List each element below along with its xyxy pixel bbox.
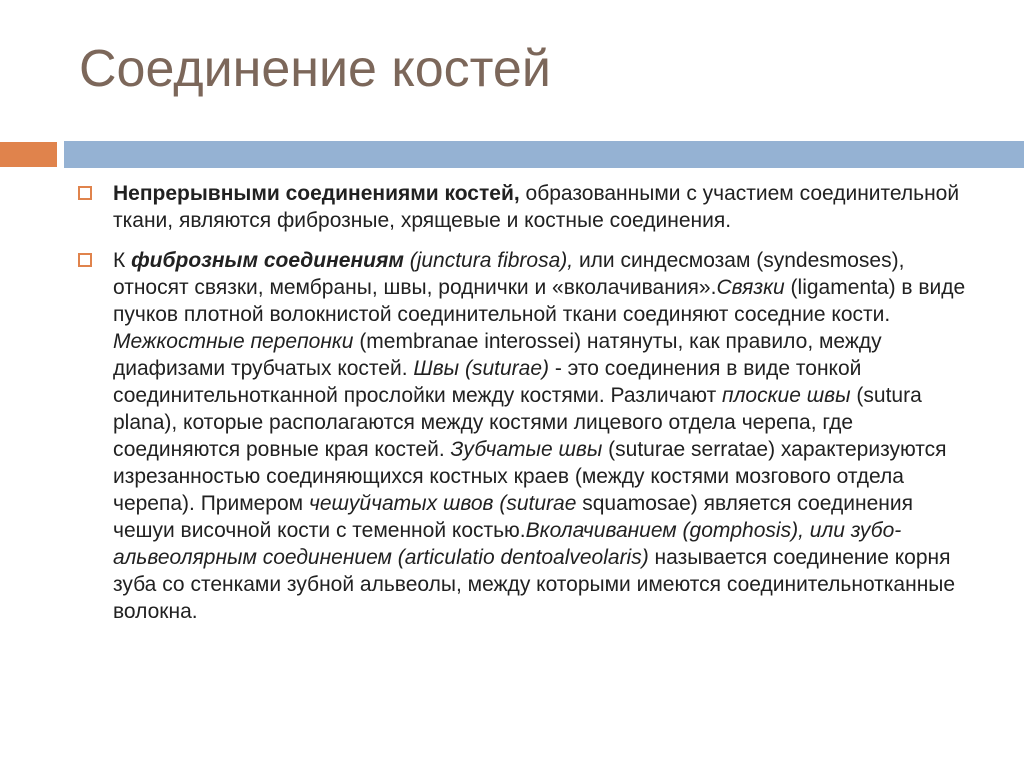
bullet-item	[78, 180, 978, 234]
text-segment: К	[113, 249, 132, 272]
text-segment: образованными с участием соединительной ткани, являются фиброзные, хрящевые и костные соединения.	[113, 182, 960, 232]
text-segment: Зубчатые швы	[450, 438, 603, 461]
text-segment: чешуйчатых швов (suturae	[308, 492, 577, 515]
text-segment: Непрерывными соединениями костей,	[113, 182, 520, 205]
text-segment: (membranae interossei) натянуты, как правило, между диафизами трубчатых костей.	[113, 330, 882, 380]
orange-accent-bar	[0, 142, 57, 167]
text-segment: Вколачиванием (gomphosis), или зубо-альвеолярным соединением (articulatio dentoalveolaris)	[113, 519, 902, 569]
text-segment: Связки	[716, 276, 785, 299]
blue-accent-bar	[64, 141, 1024, 168]
slide-title: Соединение костей	[79, 40, 551, 98]
text-segment: Швы (suturae)	[413, 357, 549, 380]
hollow-square-bullet-icon	[78, 253, 92, 267]
text-segment: squamosae) является соединения чешуи височной кости с теменной костью.	[113, 492, 913, 542]
bullet-text	[113, 180, 971, 234]
hollow-square-bullet-icon	[78, 186, 92, 200]
bullet-list	[78, 180, 978, 638]
bullet-item	[78, 247, 978, 625]
bullet-text	[113, 247, 971, 625]
text-segment: (suturae serratae) характеризуются изрезанностью соединяющихся костных краев (между костями мозгового отдела черепа). Примером	[113, 438, 947, 515]
text-segment: (junctura fibrosa),	[403, 249, 574, 272]
text-segment: (sutura plana), которые располагаются между костями лицевого отдела черепа, где соединяются ровные края костей.	[113, 384, 922, 461]
text-segment: - это соединения в виде тонкой соединительнотканной прослойки между костями. Различают	[113, 357, 862, 407]
text-segment: называется соединение корня зуба со стенками зубной альвеолы, между которыми имеются соединительнотканные волокна.	[113, 546, 956, 623]
text-segment: Межкостные перепонки	[113, 330, 354, 353]
text-segment: или синдесмозам (syndesmoses), относят связки, мембраны, швы, роднички и «вколачивания».	[113, 249, 905, 299]
text-segment: (ligamenta) в виде пучков плотной волокнистой соединительной ткани соединяют соседние кости.	[113, 276, 966, 326]
text-segment: плоские швы	[722, 384, 851, 407]
text-segment: фиброзным соединениям	[131, 249, 404, 272]
